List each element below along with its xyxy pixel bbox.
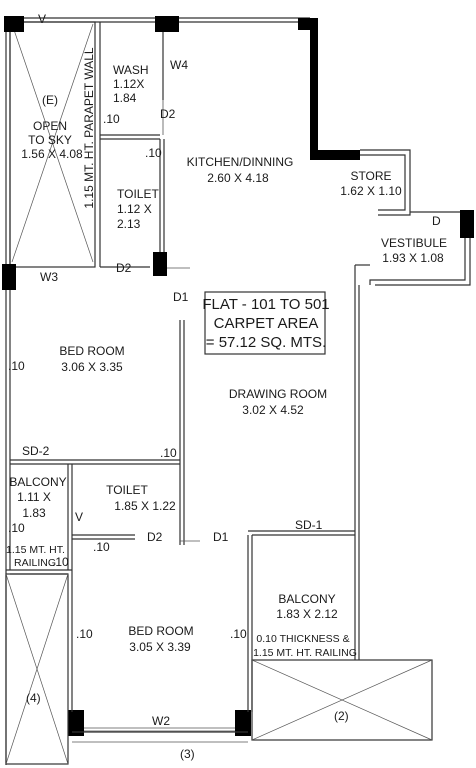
d2-toilet1-label: D2 xyxy=(116,261,132,275)
carpet-area-label: CARPET AREA xyxy=(213,315,319,332)
d1-bed2-label: D1 xyxy=(213,530,229,544)
bedroom1-dims: 3.06 X 3.35 xyxy=(61,360,123,374)
open-to-sky-dims: 1.56 X 4.08 xyxy=(21,147,83,161)
kitchen-name: KITCHEN/DINNING xyxy=(186,155,294,169)
d1-bed1-label: D1 xyxy=(173,290,189,304)
sd1-label: SD-1 xyxy=(295,518,323,532)
drawing-dims: 3.02 X 4.52 xyxy=(242,403,304,417)
thickness-bed2-right: .10 xyxy=(230,627,247,641)
thickness-bal-rail: .10 xyxy=(52,555,69,569)
d2-toilet2-label: D2 xyxy=(147,530,163,544)
balcony2-note1: 0.10 THICKNESS & xyxy=(256,633,350,645)
bedroom2-name: BED ROOM xyxy=(128,624,194,638)
balcony1-dim2: 1.83 xyxy=(22,506,46,520)
wash-dim2: 1.84 xyxy=(113,91,137,105)
balcony2-name: BALCONY xyxy=(278,592,336,606)
marker-3: (3) xyxy=(180,747,195,761)
toilet2-dims: 1.85 X 1.22 xyxy=(114,499,176,513)
thickness-toilet2: .10 xyxy=(93,540,110,554)
thickness-bed1: .10 xyxy=(8,359,25,373)
toilet1-column xyxy=(153,252,167,276)
vestibule-dims: 1.93 X 1.08 xyxy=(382,251,444,265)
balcony1-dim1: 1.11 X xyxy=(17,490,51,504)
drawing-name: DRAWING ROOM xyxy=(228,387,328,401)
open-to-sky-name2: TO SKY xyxy=(28,133,72,147)
thickness-toilet-top: .10 xyxy=(103,112,120,126)
column-top-left xyxy=(4,16,24,32)
stepped-thick-wall xyxy=(298,18,360,160)
sd2-label: SD-2 xyxy=(22,444,50,458)
door-d-label: D xyxy=(432,214,441,228)
vestibule-name: VESTIBULE xyxy=(380,236,448,250)
carpet-area-value: = 57.12 SQ. MTS. xyxy=(205,334,327,351)
parapet-label: 1.15 MT. HT. PARAPET WALL xyxy=(82,47,96,209)
marker-v-top: V xyxy=(38,12,47,26)
railing-line2: RAILING xyxy=(14,557,57,569)
marker-4: (4) xyxy=(26,691,41,705)
bedroom2-dims: 3.05 X 3.39 xyxy=(129,640,191,654)
wash-name: WASH xyxy=(113,63,149,77)
balcony1-name: BALCONY xyxy=(9,475,67,489)
toilet1-dim1: 1.12 X xyxy=(117,202,152,216)
thickness-bed2-left: .10 xyxy=(76,627,93,641)
wash-dim1: 1.12X xyxy=(113,77,145,91)
w3-label: W3 xyxy=(40,270,58,284)
marker-v-toilet2: V xyxy=(75,510,84,524)
store-dims: 1.62 X 1.10 xyxy=(340,184,402,198)
w4-label: W4 xyxy=(170,58,188,72)
toilet1-name: TOILET xyxy=(117,187,159,201)
railing-line1: 1.15 MT. HT. xyxy=(6,544,65,556)
bedroom1-name: BED ROOM xyxy=(59,344,125,358)
column-left-mid xyxy=(2,264,16,290)
open-to-sky-tag: (E) xyxy=(42,93,58,107)
column-top-mid xyxy=(155,16,179,32)
thickness-bal-side: .10 xyxy=(8,521,25,535)
store-name: STORE xyxy=(350,169,392,183)
balcony2-dims: 1.83 X 2.12 xyxy=(276,607,338,621)
marker-2: (2) xyxy=(334,709,349,723)
thickness-bal-top: .10 xyxy=(160,446,177,460)
thickness-kitchen: .10 xyxy=(145,146,162,160)
flat-number: FLAT - 101 TO 501 xyxy=(202,296,330,313)
d2-wash-label: D2 xyxy=(160,107,176,121)
w2-label: W2 xyxy=(152,714,170,728)
balcony2-note2: 1.15 MT. HT. RAILING xyxy=(253,647,357,659)
toilet1-dim2: 2.13 xyxy=(117,217,141,231)
vestibule-door-column xyxy=(460,210,474,238)
open-to-sky-name1: OPEN xyxy=(32,119,68,133)
kitchen-dims: 2.60 X 4.18 xyxy=(207,171,269,185)
toilet2-name: TOILET xyxy=(106,483,148,497)
